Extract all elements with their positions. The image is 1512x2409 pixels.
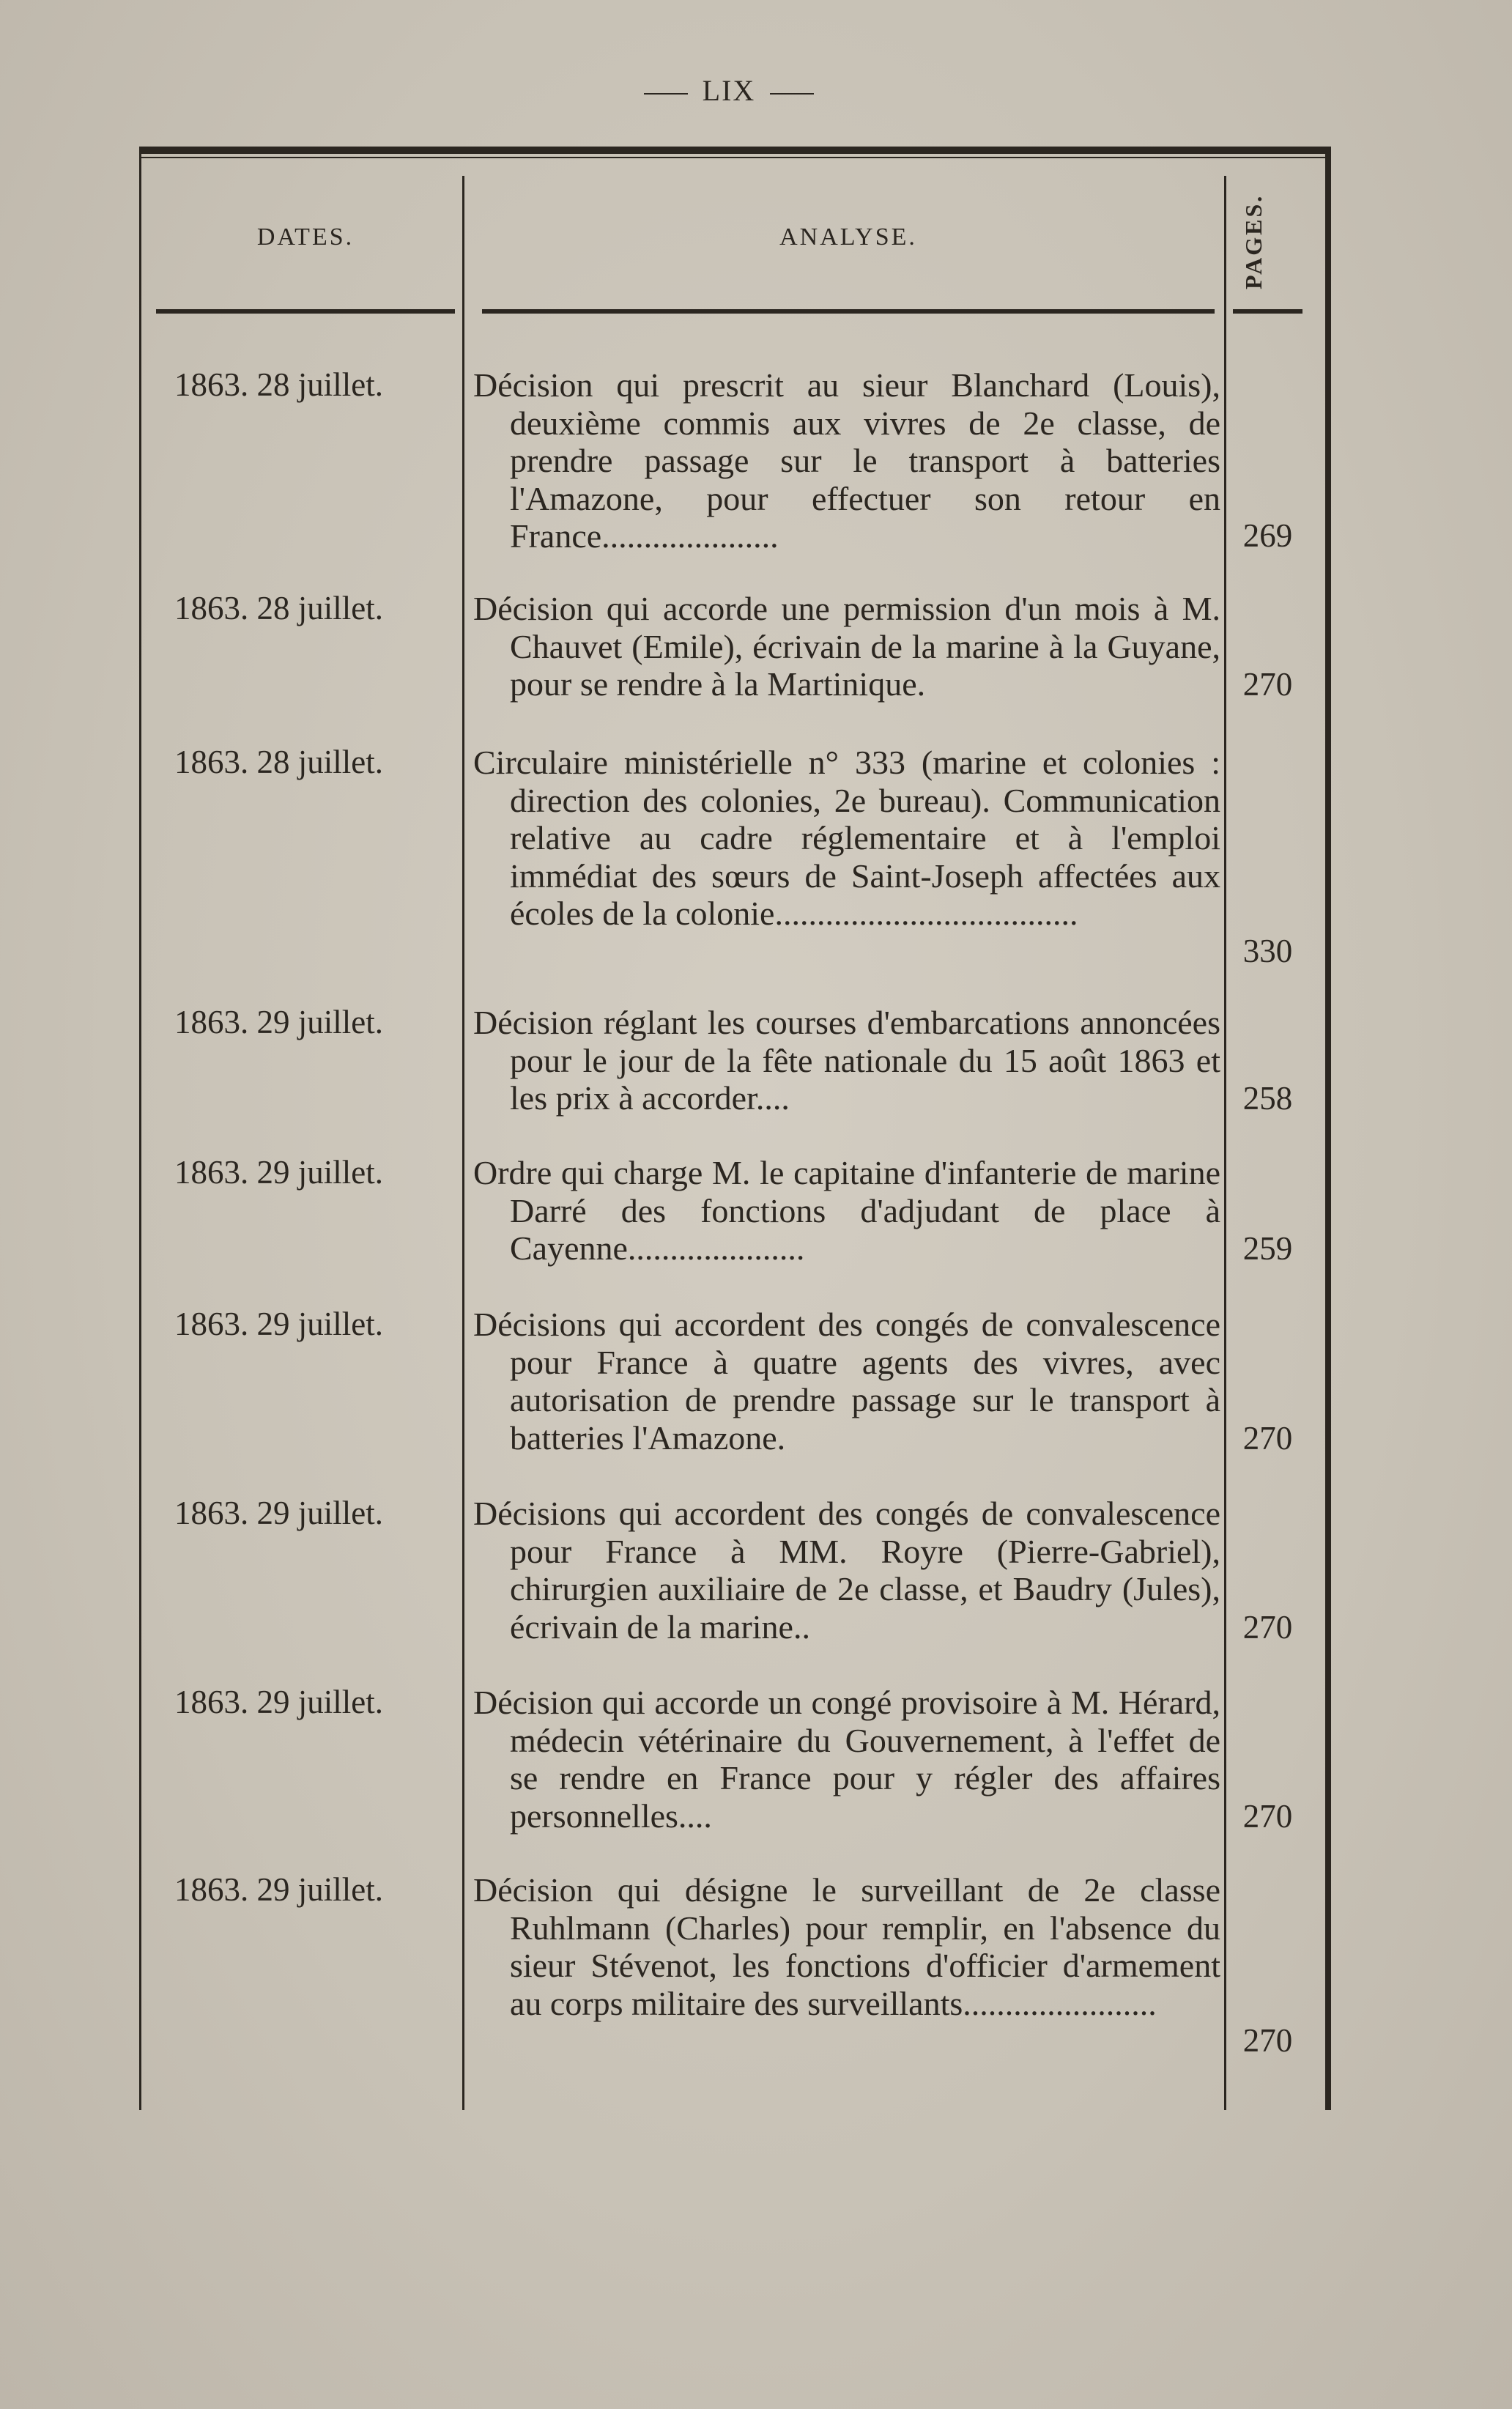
entry-page: 258 (1242, 1080, 1293, 1117)
header-dates: DATES. (256, 223, 355, 251)
page-number-label: LIX (702, 74, 756, 107)
entry-date: 1863. 29 juillet. (174, 1306, 383, 1342)
entry-date: 1863. 28 juillet. (174, 744, 383, 780)
entry-date: 1863. 28 juillet. (174, 590, 383, 626)
entry-page: 270 (1242, 1420, 1293, 1457)
header-underline-dates (156, 309, 455, 314)
entry-analysis: Ordre qui charge M. le capitaine d'infanterie de marine Darré des fonctions d'adjudant de place à Cayenne..................... (473, 1154, 1220, 1267)
header-underline-analyse (482, 309, 1215, 314)
entry-analysis: Circulaire ministérielle n° 333 (marine et colonies : direction des colonies, 2e bureau). Communication relative au cadre réglementaire et à l'emploi immédiat des sœurs de Saint-Joseph affectées aux écoles de la colonie.................................... (473, 744, 1220, 932)
column-divider-dates (462, 176, 464, 2110)
entry-analysis: Décision qui accorde une permission d'un mois à M. Chauvet (Emile), écrivain de la marine à la Guyane, pour se rendre à la Martinique. (473, 590, 1220, 703)
entry-date: 1863. 29 juillet. (174, 1154, 383, 1191)
entry-date: 1863. 29 juillet. (174, 1495, 383, 1531)
entry-analysis: Décision réglant les courses d'embarcations annoncées pour le jour de la fête nationale du 15 août 1863 et les prix à accorder.... (473, 1004, 1220, 1117)
entry-page: 330 (1242, 933, 1293, 969)
entry-analysis: Décision qui prescrit au sieur Blanchard (Louis), deuxième commis aux vivres de 2e classe, de prendre passage sur le transport à batteries l'Amazone, pour effectuer son retour en France..................... (473, 366, 1220, 555)
entry-analysis: Décisions qui accordent des congés de convalescence pour France à MM. Royre (Pierre-Gabriel), chirurgien auxiliaire de 2e classe, et Baudry (Jules), écrivain de la marine.. (473, 1495, 1220, 1646)
header-analyse: ANALYSE. (779, 223, 917, 251)
page-number (0, 73, 1458, 108)
entry-page: 270 (1242, 1609, 1293, 1646)
entry-date: 1863. 29 juillet. (174, 1871, 383, 1908)
header-pages: PAGES. (1240, 193, 1267, 290)
column-divider-pages (1224, 176, 1226, 2110)
entry-date: 1863. 29 juillet. (174, 1684, 383, 1720)
entry-page: 259 (1242, 1230, 1293, 1267)
entry-date: 1863. 29 juillet. (174, 1004, 383, 1040)
entry-page: 270 (1242, 666, 1293, 703)
entry-analysis: Décisions qui accordent des congés de convalescence pour France à quatre agents des vivres, avec autorisation de prendre passage sur le transport à batteries l'Amazone. (473, 1306, 1220, 1457)
entry-page: 269 (1242, 517, 1293, 554)
entry-page: 270 (1242, 1798, 1293, 1835)
entry-page: 270 (1242, 2022, 1293, 2059)
right-dash (770, 93, 814, 95)
table-frame (139, 147, 1331, 2110)
entry-analysis: Décision qui accorde un congé provisoire à M. Hérard, médecin vétérinaire du Gouvernement, à l'effet de se rendre en France pour y régler des affaires personnelles.... (473, 1684, 1220, 1835)
left-dash (644, 93, 688, 95)
header-underline-pages (1233, 309, 1302, 314)
entry-date: 1863. 28 juillet. (174, 366, 383, 403)
entry-analysis: Décision qui désigne le surveillant de 2e classe Ruhlmann (Charles) pour remplir, en l'absence du sieur Stévenot, les fonctions d'officier d'armement au corps militaire des surveillants....................... (473, 1871, 1220, 2022)
